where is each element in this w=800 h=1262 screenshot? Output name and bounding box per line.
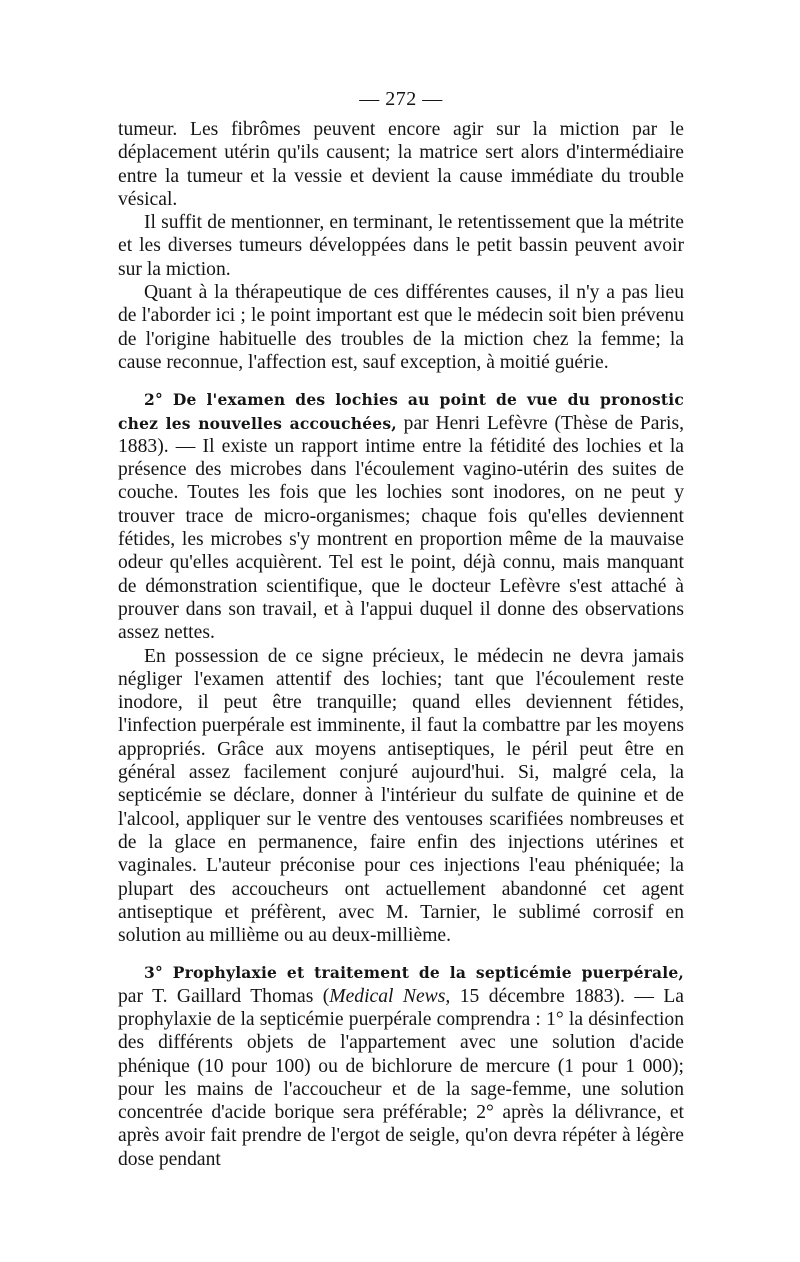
paragraph-possession: En possession de ce signe précieux, le médecin ne devra jamais négliger l'examen attentif des lochies; tant que l'écoulement reste inodore, il peut être tranquille; quand elles deviennent fétides, l'infection puerpérale est imminente, il faut la combattre par les moyens appropriés. Grâce aux moyens antiseptiques, le péril peut être en général assez facilement conjuré aujourd'hui. Si, malgré cela, la septicémie se déclare, donner à l'intérieur du sulfate de quinine et de l'alcool, appliquer sur le ventre des ventouses scarifiées nombreuses et de la glace en permanence, faire enfin des injections utérines et vaginales. L'auteur préconise pour ces injections l'eau phéniquée; la plupart des accoucheurs ont actuellement abandonné cet agent antiseptique et préfèrent, avec M. Tarnier, le sublimé corrosif en solution au millième ou au deux-millième. xyxy=(118,645,684,947)
journal-title: Medical News, xyxy=(329,985,451,1007)
paragraph-metrite: Il suffit de mentionner, en terminant, le retentissement que la métrite et les diverses tumeurs développées dans le petit bassin peuvent avoir sur la miction. xyxy=(118,212,684,280)
document-page xyxy=(118,84,684,1171)
section-septicemie-body-end: 15 décembre 1883). — La prophylaxie de la septicémie puerpérale comprendra : 1° la désinfection des différents objets de l'appartement avec une solution d'acide phénique (10 pour 100) ou de bichlorure de mercure (1 pour 1 000); pour les mains de l'accoucheur et de la sage-femme, une solution concentrée d'acide borique sera préférable; 2° après la délivrance, et après avoir fait prendre de l'ergot de seigle, qu'on devra répéter à légère dose pendant xyxy=(118,985,685,1170)
section-septicemie-body-start: par T. Gaillard Thomas ( xyxy=(118,985,330,1007)
paragraph-fibromes: tumeur. Les fibrômes peuvent encore agir sur la miction par le déplacement utérin qu'ils causent; la matrice sert alors d'intermédiaire entre la tumeur et la vessie et devient la cause immédiate du trouble vésical. xyxy=(118,119,684,210)
section-lochies-body: par Henri Lefèvre (Thèse de Paris, 1883). — Il existe un rapport intime entre la fétidité des lochies et la présence des microbes dans l'écoulement vagino-utérin des suites de couche. Toutes les fois que les lochies sont inodores, on ne peut y trouver trace de micro-organismes; chaque fois qu'elles deviennent fétides, les microbes s'y montrent en proportion même de la mauvaise odeur qu'elles acquièrent. Tel est le point, déjà connu, mais manquant de démonstration scientifique, que le docteur Lefèvre s'est attaché à prouver dans son travail, et à l'appui duquel il donne des observations assez nettes. xyxy=(118,412,684,644)
section-lochies-paragraph xyxy=(118,388,684,644)
section-septicemie-paragraph xyxy=(118,961,684,1171)
section-lochies xyxy=(118,388,684,947)
section-septicemie-heading: 3° Prophylaxie et traitement de la septicémie puerpérale, xyxy=(144,963,684,983)
paragraph-therapeutique: Quant à la thérapeutique de ces différentes causes, il n'y a pas lieu de l'aborder ici ; le point important est que le médecin soit bien prévenu de l'origine habituelle des troubles de la miction chez la femme; la cause reconnue, l'affection est, sauf exception, à moitié guérie. xyxy=(118,282,684,373)
section-lochies-heading: 2° De l'examen des lochies au point de vue du pronostic chez les nouvelles accouchées, xyxy=(118,390,684,433)
section-septicemie xyxy=(118,961,684,1171)
page-number: — 272 — xyxy=(359,88,443,110)
